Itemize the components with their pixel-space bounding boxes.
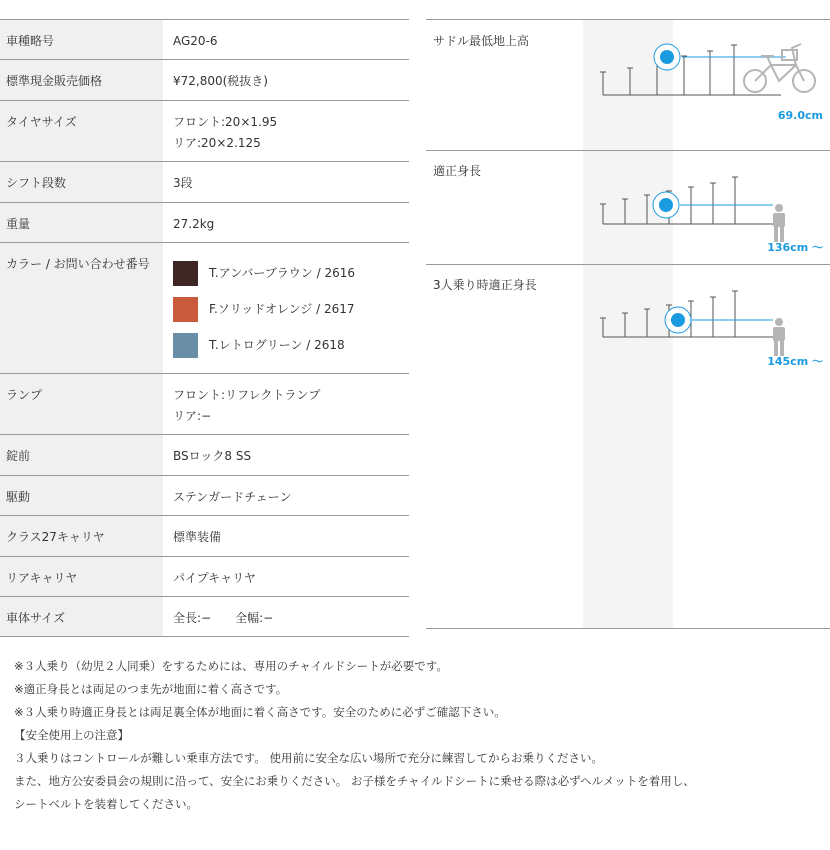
spec-value: パイプキャリヤ <box>163 557 409 596</box>
gauge-value: 69.0cm <box>777 109 823 122</box>
spec-value: ステンガードチェーン <box>163 476 409 515</box>
gauge-saddle-height <box>426 20 830 150</box>
color-name: T.アンバーブラウン / 2616 <box>209 265 356 280</box>
spec-value: BSロック8 SS <box>163 435 409 475</box>
color-swatch <box>173 297 198 322</box>
gauge-chart <box>426 20 830 150</box>
spec-value: フロント:リフレクトランプ リア:− <box>163 374 409 434</box>
spec-label: ランプ <box>0 374 163 434</box>
spec-row-lock <box>0 435 409 476</box>
spec-label: 標準現金販売価格 <box>0 60 163 100</box>
gauge-value: 136cm 〜 <box>767 241 823 254</box>
spec-label: 駆動 <box>0 476 163 515</box>
color-swatch <box>173 261 198 286</box>
spec-value: ¥72,800(税抜き) <box>163 60 409 100</box>
spec-label: 車体サイズ <box>0 597 163 636</box>
color-swatch-item <box>173 255 409 291</box>
spec-label: 錠前 <box>0 435 163 475</box>
notes <box>14 655 695 816</box>
spec-value: 標準装備 <box>163 516 409 556</box>
spec-row-weight <box>0 203 409 243</box>
color-swatch <box>173 333 198 358</box>
note-line: ３人乗りはコントロールが難しい乗車方法です。 使用前に安全な広い場所で充分に練習してからお乗りください。 <box>14 751 603 765</box>
size-guide-panel <box>426 19 830 629</box>
spec-label: シフト段数 <box>0 162 163 202</box>
color-swatch-item <box>173 291 409 327</box>
gauge-appropriate-height <box>426 150 830 264</box>
spec-row-carrier <box>0 516 409 557</box>
color-swatch-item <box>173 327 409 363</box>
spec-value: AG20-6 <box>163 20 409 59</box>
spec-row-colors <box>0 243 409 374</box>
spec-row-size <box>0 597 409 637</box>
gauge-title: 3人乗り時適正身長 <box>433 278 537 292</box>
note-line: シートベルトを装着してください。 <box>14 797 198 811</box>
spec-row-drive <box>0 476 409 516</box>
color-name: F.ソリッドオレンジ / 2617 <box>209 301 355 316</box>
spec-label: 重量 <box>0 203 163 242</box>
spec-row-tire <box>0 101 409 162</box>
color-name: T.レトログリーン / 2618 <box>209 337 345 352</box>
note-line: ※３人乗り（幼児２人同乗）をするためには、専用のチャイルドシートが必要です。 <box>14 659 448 673</box>
gauge-value: 145cm 〜 <box>767 355 823 368</box>
spec-label: リアキャリヤ <box>0 557 163 596</box>
spec-value: 全長:− 全幅:− <box>163 597 409 636</box>
note-heading: 【安全使用上の注意】 <box>14 728 129 742</box>
spec-value: フロント:20×1.95 リア:20×2.125 <box>163 101 409 161</box>
spec-row-shift <box>0 162 409 203</box>
note-line: ※適正身長とは両足のつま先が地面に着く高さです。 <box>14 682 288 696</box>
spec-value: 3段 <box>163 162 409 202</box>
note-line: また、地方公安委員会の規則に沿って、安全にお乗りください。 お子様をチャイルドシートに乗せる際は必ずヘルメットを着用し、 <box>14 774 695 788</box>
bicycle-icon <box>744 44 815 92</box>
spec-row-rear-carrier <box>0 557 409 597</box>
spec-label: タイヤサイズ <box>0 101 163 161</box>
spec-row-model <box>0 20 409 60</box>
gauge-three-rider-height <box>426 264 830 384</box>
spec-label: クラス27キャリヤ <box>0 516 163 556</box>
person-icon <box>773 318 785 356</box>
note-line: ※３人乗り時適正身長とは両足裏全体が地面に着く高さです。安全のために必ずご確認下さい。 <box>14 705 506 719</box>
spec-row-price <box>0 60 409 101</box>
spec-label: 車種略号 <box>0 20 163 59</box>
gauge-title: サドル最低地上高 <box>433 34 530 48</box>
gauge-title: 適正身長 <box>433 164 482 178</box>
spec-value: 27.2kg <box>163 203 409 242</box>
color-list <box>163 243 409 373</box>
spec-table <box>0 19 409 637</box>
spec-row-lamp <box>0 374 409 435</box>
spec-label: カラー / お問い合わせ番号 <box>0 243 163 373</box>
person-icon <box>773 204 785 242</box>
